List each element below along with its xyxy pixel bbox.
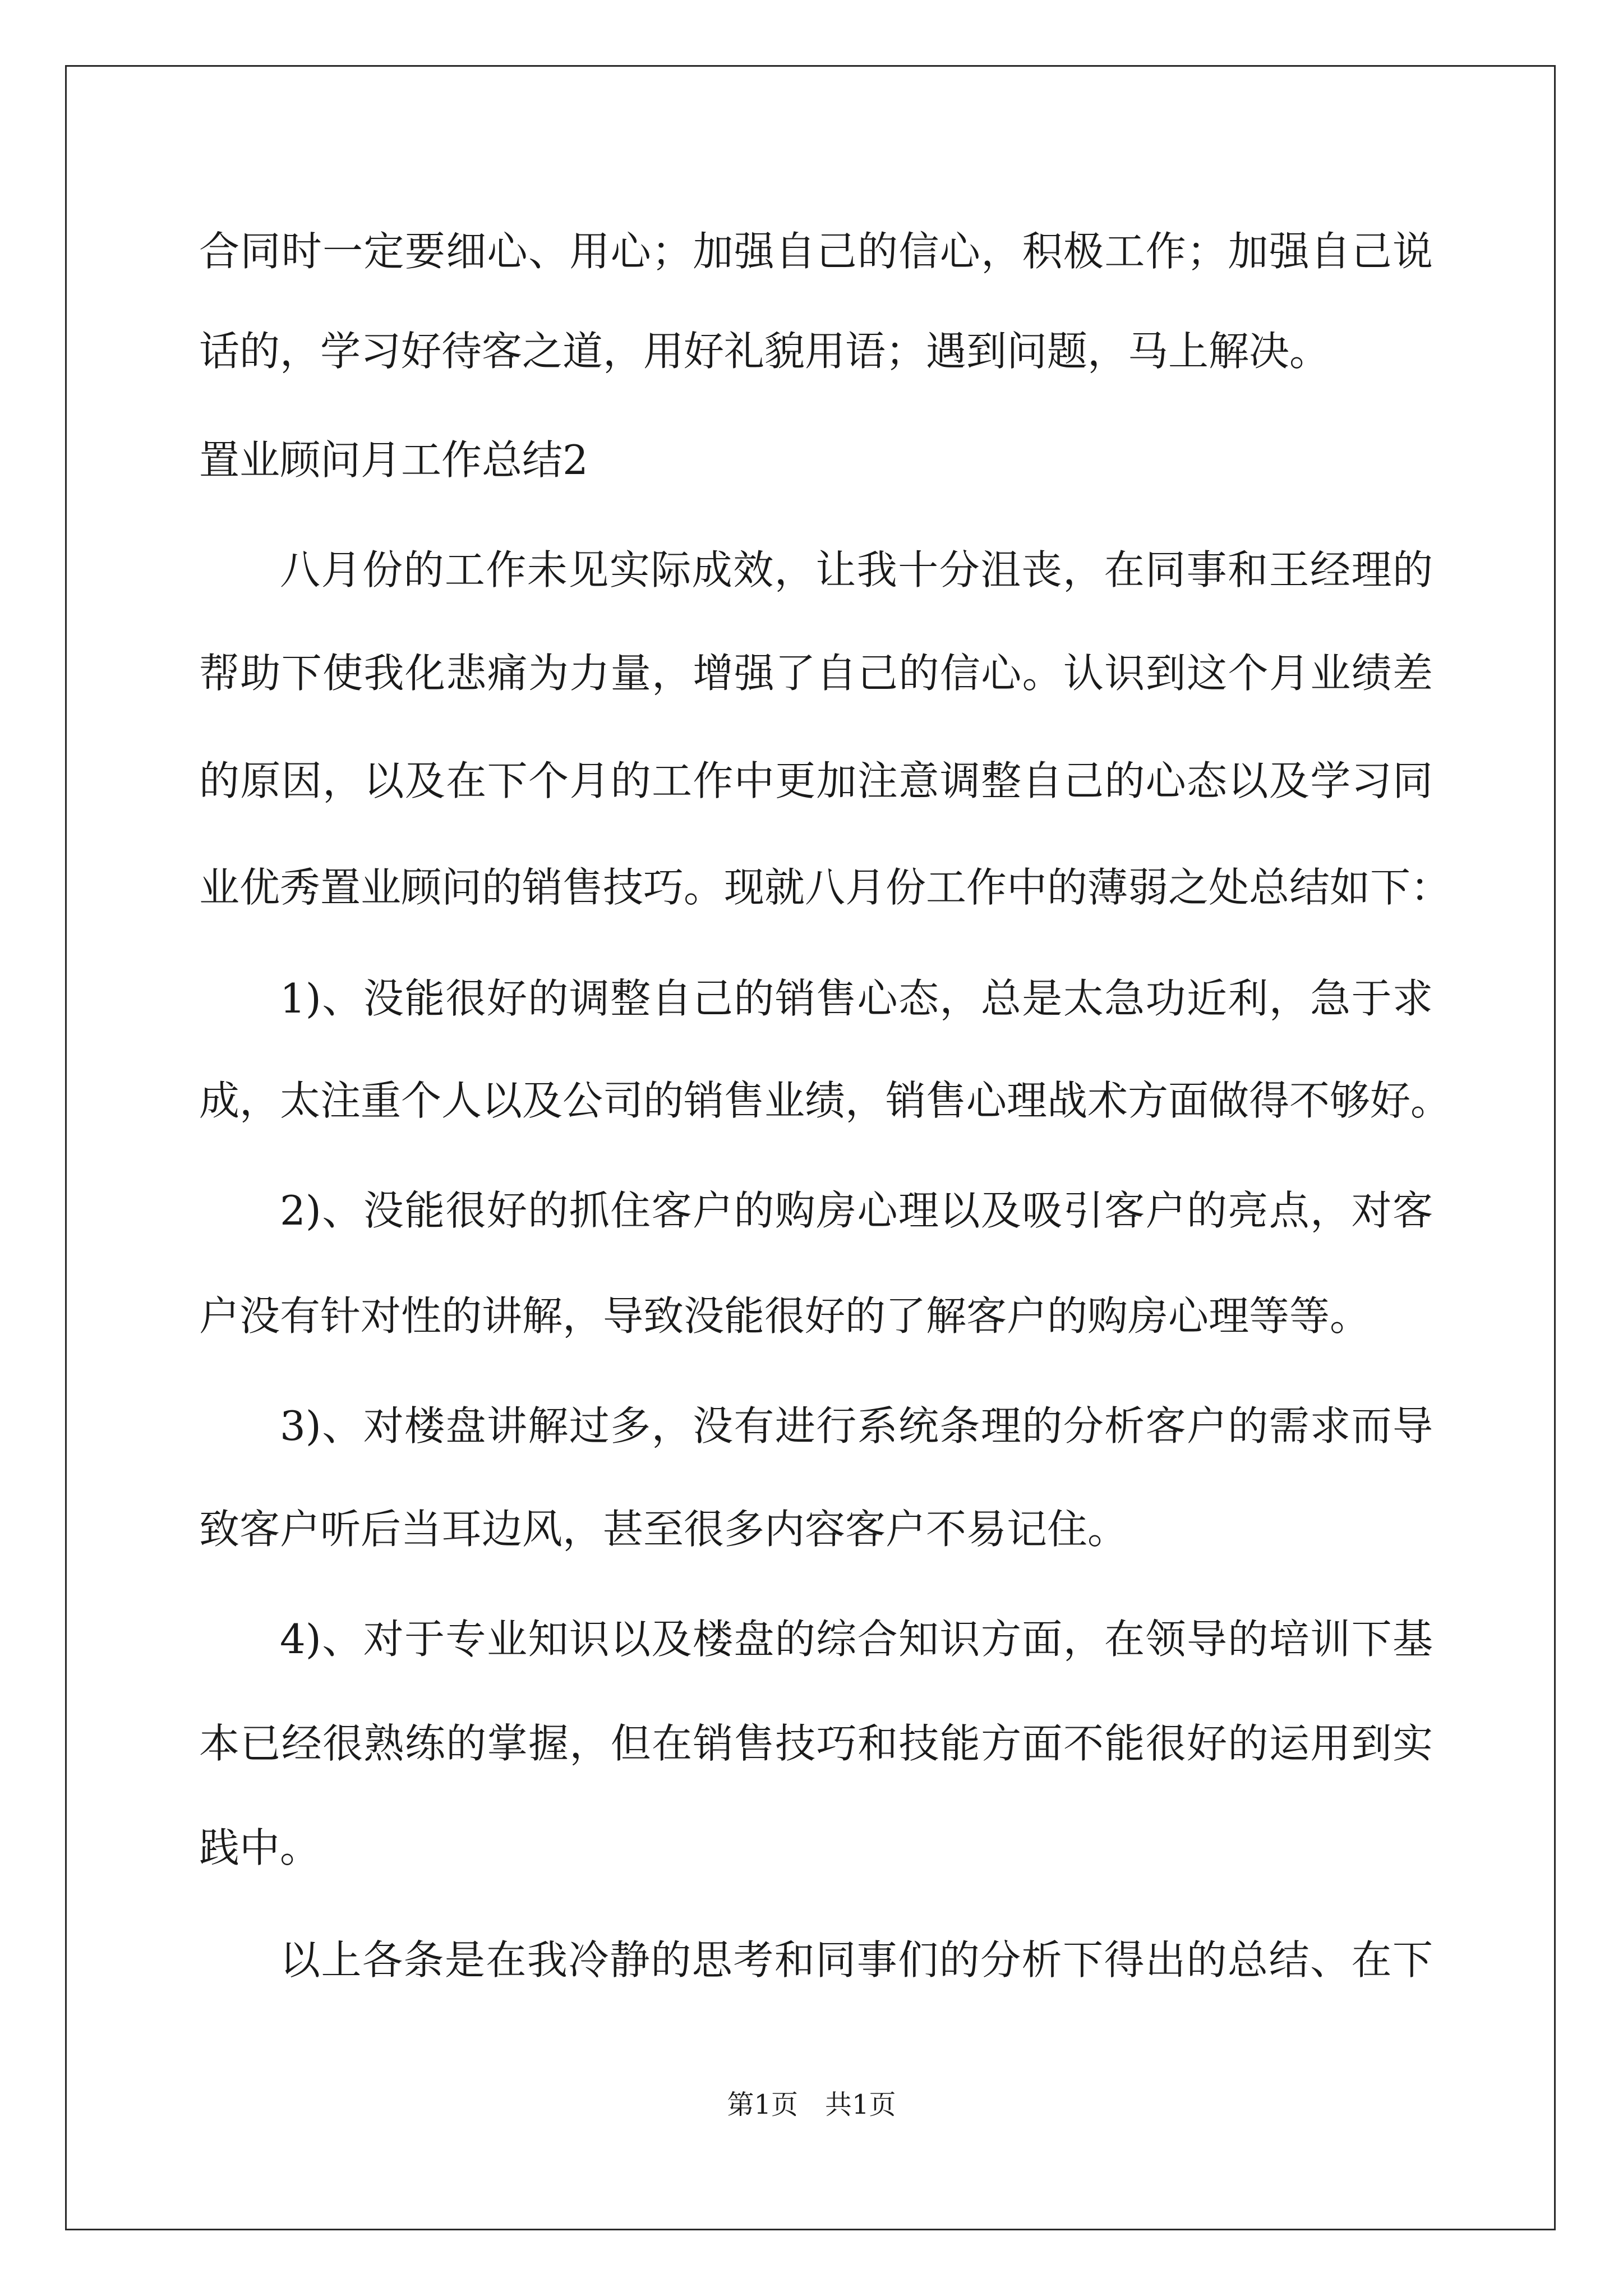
section-heading: 置业顾问月工作总结2: [199, 436, 588, 484]
text-line: 八月份的工作未见实际成效，让我十分沮丧，在同事和王经理的: [280, 546, 1433, 593]
list-item-line: 1)、没能很好的调整自己的销售心态，总是太急功近利，急于求: [280, 975, 1433, 1022]
text-line: 成，太注重个人以及公司的销售业绩，销售心理战术方面做得不够好。: [199, 1077, 1451, 1124]
text-line: 以上各条是在我冷静的思考和同事们的分析下得出的总结、在下: [280, 1936, 1433, 1984]
text-line: 业优秀置业顾问的销售技巧。现就八月份工作中的薄弱之处总结如下：: [199, 864, 1451, 911]
text-line: 帮助下使我化悲痛为力量，增强了自己的信心。认识到这个月业绩差: [199, 650, 1433, 697]
text-line: 户没有针对性的讲解，导致没能很好的了解客户的购房心理等等。: [199, 1292, 1371, 1340]
page-border: [65, 65, 1556, 2230]
text-line: 本已经很熟练的掌握，但在销售技巧和技能方面不能很好的运用到实: [199, 1720, 1433, 1767]
text-line: 话的，学习好待客之道，用好礼貌用语；遇到问题，马上解决。: [199, 328, 1330, 375]
text-line: 的原因，以及在下个月的工作中更加注意调整自己的心态以及学习同: [199, 757, 1433, 804]
text-line: 践中。: [199, 1824, 321, 1871]
list-item-line: 2)、没能很好的抓住客户的购房心理以及吸引客户的亮点，对客: [280, 1187, 1433, 1234]
list-item-line: 4)、对于专业知识以及楼盘的综合知识方面，在领导的培训下基: [280, 1616, 1433, 1663]
list-item-line: 3)、对楼盘讲解过多，没有进行系统条理的分析客户的需求而导: [280, 1402, 1433, 1450]
text-line: 合同时一定要细心、用心；加强自己的信心，积极工作；加强自己说: [199, 228, 1433, 275]
page-number-footer: 第1页 共1页: [727, 2089, 896, 2120]
text-line: 致客户听后当耳边风，甚至很多内容客户不易记住。: [199, 1506, 1128, 1553]
